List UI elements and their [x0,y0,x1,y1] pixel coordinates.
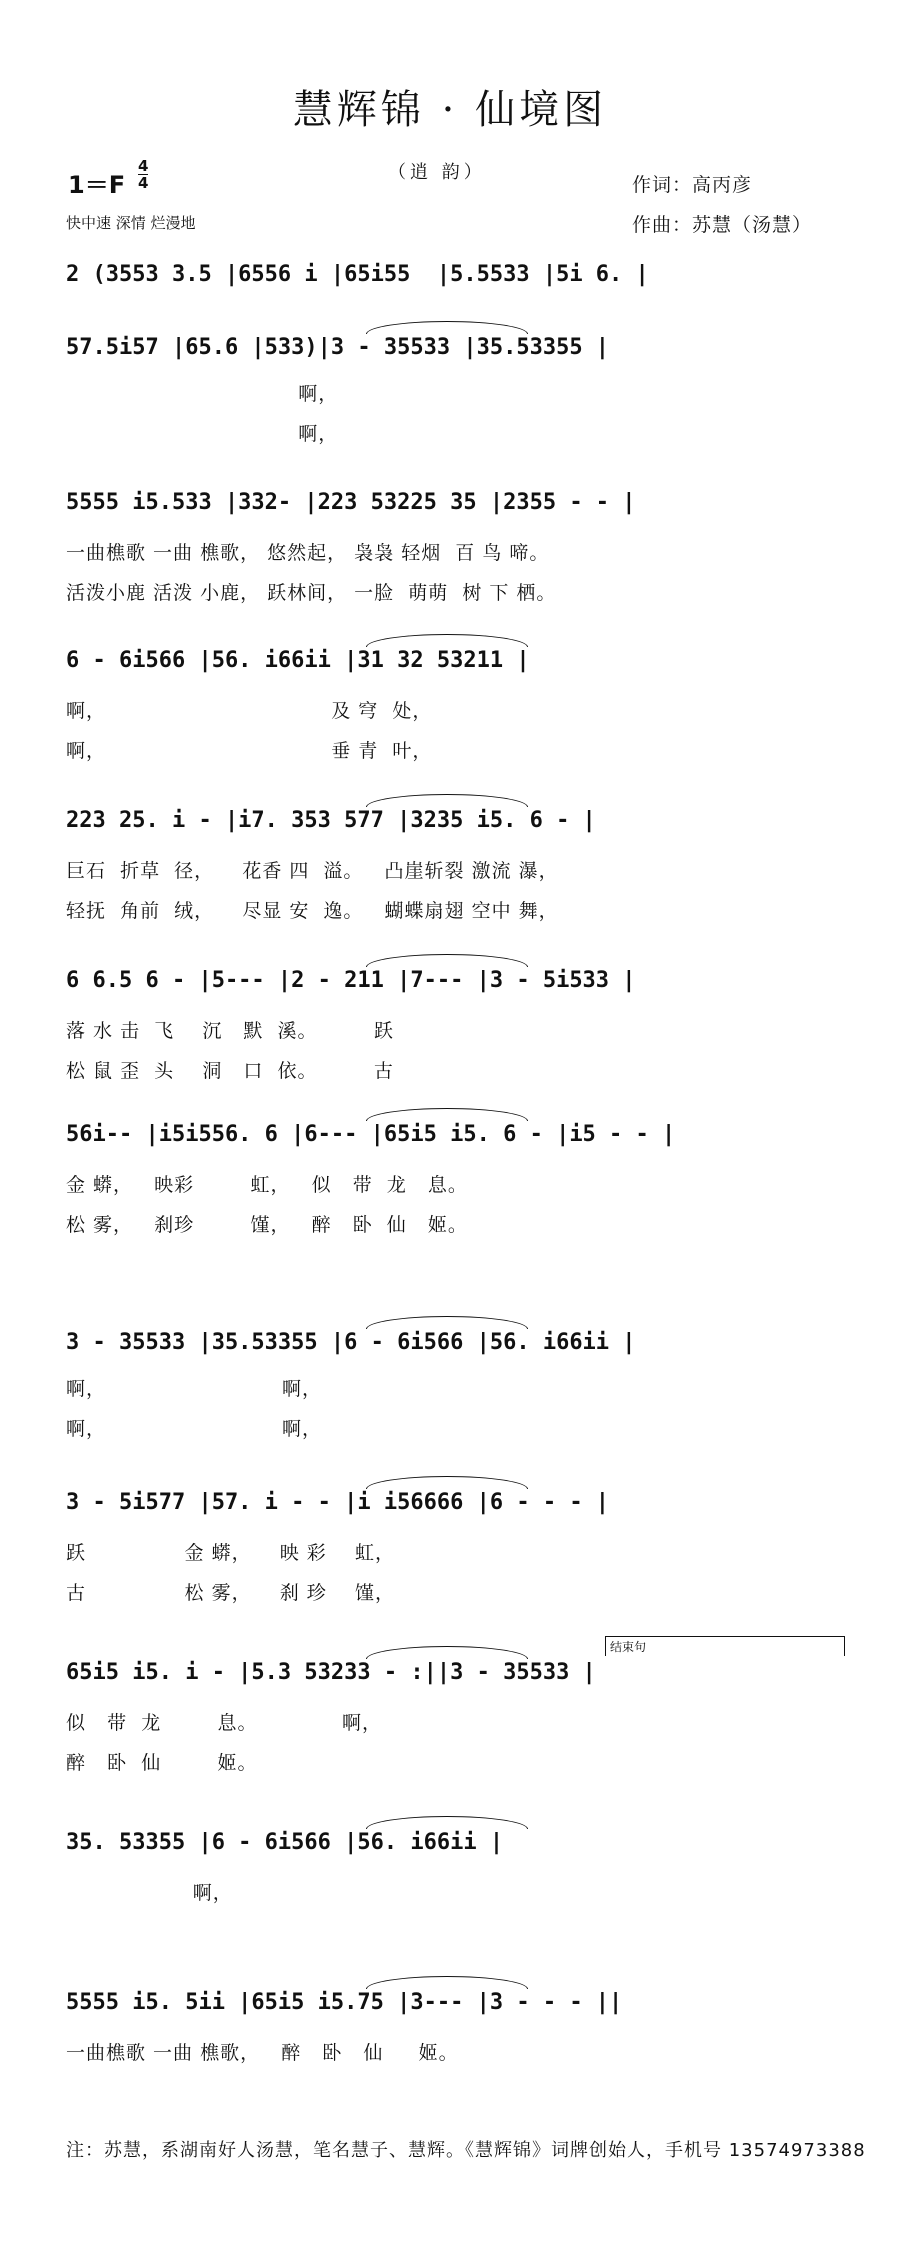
lyric-line: 松 鼠 歪 头 洞 口 依。 古 [66,1060,394,1082]
lyric-line: 古 松 雾， 刹 珍 馑， [66,1582,395,1604]
notation-line: 35. 53355 |6 - 6i566 |56. i66ii | [66,1830,504,1855]
key-signature: 1＝F [68,171,126,199]
lyric-line: 巨石 折草 径， 花香 四 溢。 凸崖斩裂 激流 瀑， [66,860,559,882]
lyricist-credit: 作词：高丙彦 [632,174,753,196]
slur-mark [366,1976,528,1989]
notation-line: 65i5 i5. i - |5.3 53233 - :||3 - 35533 | [66,1660,596,1685]
lyric-line: 啊， 及 穹 处， [66,700,433,722]
lyric-line: 啊， [66,1882,233,1904]
slur-mark [366,1316,528,1329]
lyric-line: 落 水 击 飞 沉 默 溪。 跃 [66,1020,394,1042]
time-top: 4 [138,157,149,175]
time-signature [138,158,148,191]
lyric-line: 跃 金 蟒， 映 彩 虹， [66,1542,395,1564]
page-title: 慧辉锦 · 仙境图 [292,87,608,133]
lyric-line: 轻抚 角前 绒， 尽显 安 逸。 蝴蝶扇翅 空中 舞， [66,900,559,922]
lyric-line: 一曲樵歌 一曲 樵歌， 悠然起， 袅袅 轻烟 百 鸟 啼。 [66,542,550,564]
lyric-line: 啊， [66,383,339,405]
notation-line: 3 - 5i577 |57. i - - |i i56666 |6 - - - | [66,1490,610,1515]
lyric-line: 活泼小鹿 活泼 小鹿， 跃林间， 一脸 萌萌 树 下 栖。 [66,582,557,604]
notation-line: 5555 i5. 5ii |65i5 i5.75 |3--- |3 - - - || [66,1990,623,2015]
notation-line: 3 - 35533 |35.53355 |6 - 6i566 |56. i66ii | [66,1330,636,1355]
notation-line: 56i-- |i5i556. 6 |6--- |65i5 i5. 6 - |i5 - - | [66,1122,676,1147]
slur-mark [366,1108,528,1121]
notation-line: 2 (3553 3.5 |6556 i |65i55 |5.5533 |5i 6. | [66,262,649,287]
composer-credit: 作曲：苏慧（汤慧） [632,214,813,236]
slur-mark [366,1816,528,1829]
slur-mark [366,634,528,647]
lyric-line: 啊， 啊， [66,1378,322,1400]
footnote: 注：苏慧，系湖南好人汤慧，笔名慧子、慧辉。《慧辉锦》词牌创始人，手机号 13574973388 [66,2140,866,2161]
lyric-line: 一曲樵歌 一曲 樵歌， 醉 卧 仙 姬。 [66,2042,459,2064]
notation-line: 6 - 6i566 |56. i66ii |31 32 53211 | [66,648,530,673]
slur-mark [366,954,528,967]
notation-line: 5555 i5.533 |332- |223 53225 35 |2355 - - | [66,490,636,515]
style-marking: （逍 韵） [388,162,486,183]
lyric-line: 金 蟒， 映彩 虹， 似 带 龙 息。 [66,1174,468,1196]
lyric-line: 啊， [66,423,339,445]
time-bottom: 4 [138,174,149,192]
slur-mark [366,1476,528,1489]
lyric-line: 啊， 垂 青 叶， [66,740,433,762]
lyric-line: 似 带 龙 息。 啊， [66,1712,382,1734]
slur-mark [366,321,528,334]
notation-line: 223 25. i - |i7. 353 577 |3235 i5. 6 - | [66,808,596,833]
slur-mark [366,794,528,807]
lyric-line: 啊， 啊， [66,1418,322,1440]
lyric-line: 松 雾， 刹珍 馑， 醉 卧 仙 姬。 [66,1214,468,1236]
ending-bracket: 结束句 [605,1636,845,1656]
notation-line: 57.5i57 |65.6 |533)|3 - 35533 |35.53355 | [66,335,610,360]
notation-line: 6 6.5 6 - |5--- |2 - 211 |7--- |3 - 5i533 | [66,968,636,993]
tempo-marking: 快中速 深情 烂漫地 [66,214,196,232]
slur-mark [366,1646,528,1659]
lyric-line: 醉 卧 仙 姬。 [66,1752,258,1774]
